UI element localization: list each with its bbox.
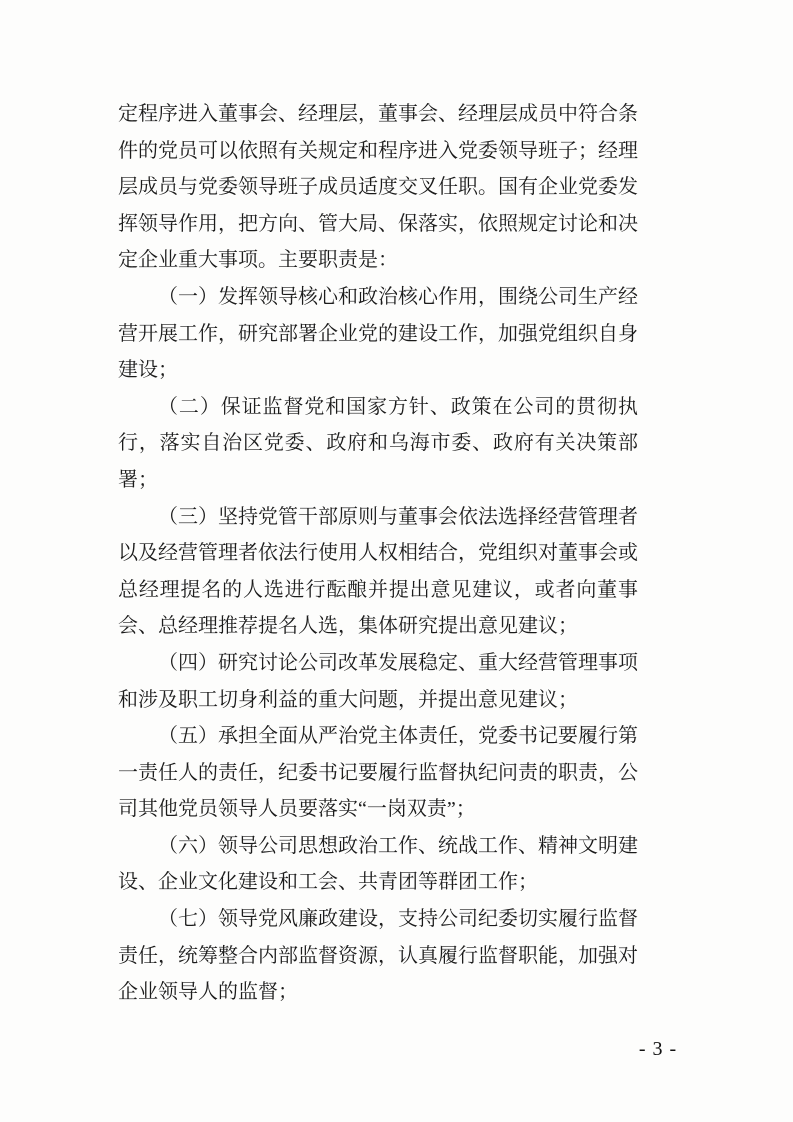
- page-number: - 3 -: [638, 1038, 678, 1060]
- page-body-text: [118, 96, 638, 1011]
- duty-item-6: （六）领导公司思想政治工作、统战工作、精神文明建设、企业文化建设和工会、共青团等群团工作；: [118, 834, 638, 894]
- duty-item-1: （一）发挥领导核心和政治核心作用，围绕公司生产经营开展工作，研究部署企业党的建设工作，加强党组织自身建设；: [118, 285, 638, 382]
- duty-item-7: （七）领导党风廉政建设，支持公司纪委切实履行监督责任，统筹整合内部监督资源，认真履行监督职能，加强对企业领导人的监督；: [118, 908, 638, 1004]
- duty-item-2: （二）保证监督党和国家方针、政策在公司的贯彻执行，落实自治区党委、政府和乌海市委、政府有关决策部署；: [118, 395, 638, 491]
- duty-item-5: （五）承担全面从严治党主体责任，党委书记要履行第一责任人的责任，纪委书记要履行监督执纪问责的职责，公司其他党员领导人员要落实“一岗双责”；: [118, 725, 638, 821]
- duty-item-3: （三）坚持党管干部原则与董事会依法选择经营管理者以及经营管理者依法行使用人权相结合，党组织对董事会或总经理提名的人选进行酝酿并提出意见建议，或者向董事会、总经理推荐提名人选，集体研究提出意见建议；: [118, 505, 638, 638]
- paragraph-continuation: 定程序进入董事会、经理层，董事会、经理层成员中符合条件的党员可以依照有关规定和程序进入党委领导班子；经理层成员与党委领导班子成员适度交叉任职。国有企业党委发挥领导作用，把方向、管大局、保落实，依照规定讨论和决定企业重大事项。主要职责是：: [118, 103, 638, 272]
- duty-item-4: （四）研究讨论公司改革发展稳定、重大经营管理事项和涉及职工切身利益的重大问题，并提出意见建议；: [118, 651, 638, 711]
